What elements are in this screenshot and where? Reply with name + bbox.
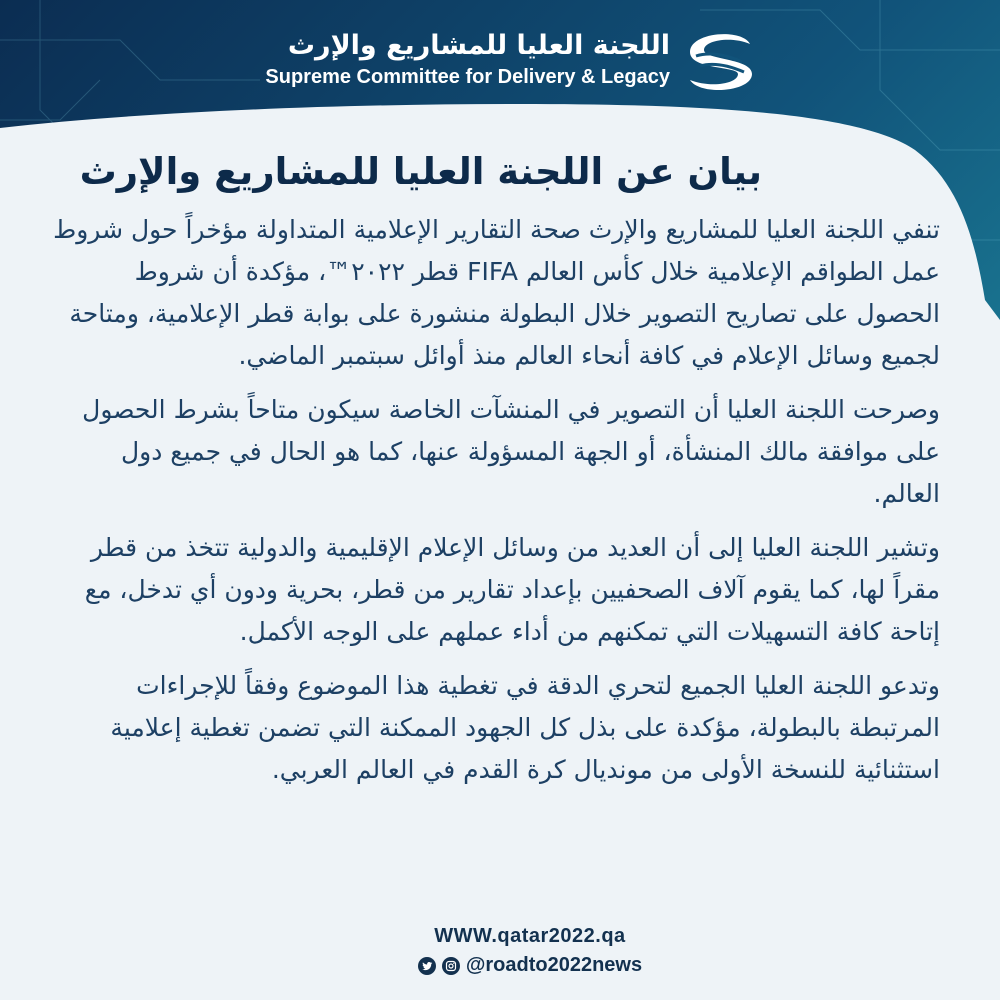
statement-paragraph-2: وصرحت اللجنة العليا أن التصوير في المنشآت الخاصة سيكون متاحاً بشرط الحصول على موافقة مالك المنشأة، أو الجهة المسؤولة عنها، كما هو الحال في جميع دول العالم.: [82, 395, 940, 508]
statement-paragraph-3: وتشير اللجنة العليا إلى أن العديد من وسائل الإعلام الإقليمية والدولية تتخذ من قطر مقراً لها، كما يقوم آلاف الصحفيين بإعداد تقارير من قطر، بحرية ودون أي تدخل، مع إتاحة كافة التسهيلات التي تمكنهم من أداء عملهم على الوجه الأكمل.: [84, 533, 940, 646]
statement-paragraph-4: وتدعو اللجنة العليا الجميع لتحري الدقة في تغطية هذا الموضوع وفقاً للإجراءات المرتبطة بالبطولة، مؤكدة على بذل كل الجهود الممكنة التي تضمن تغطية إعلامية استثنائية للنسخة الأولى من مونديال كرة القدم في العالم العربي.: [110, 671, 940, 784]
footer: [370, 925, 690, 977]
statement-content: [50, 150, 940, 803]
twitter-icon[interactable]: [418, 957, 436, 975]
header: [230, 20, 770, 100]
social-handle[interactable]: @roadto2022news: [465, 954, 643, 976]
sc-swirl-logo-icon: [682, 22, 760, 100]
instagram-icon[interactable]: [442, 957, 460, 975]
website-link[interactable]: WWW.qatar2022.qa: [434, 925, 626, 947]
social-row: [370, 954, 690, 977]
logo-arabic-text: اللجنة العليا للمشاريع والإرث: [287, 30, 670, 61]
statement-paragraph-1: تنفي اللجنة العليا للمشاريع والإرث صحة التقارير الإعلامية المتداولة مؤخراً حول شروط عمل الطواقم الإعلامية خلال كأس العالم FIFA قطر ٢٠٢٢™، مؤكدة أن شروط الحصول على تصاريح التصوير خلال البطولة منشورة على بوابة قطر الإعلامية، ومتاحة لجميع وسائل الإعلام في كافة أنحاء العالم منذ أوائل سبتمبر الماضي.: [53, 215, 940, 370]
logo-english-text: Supreme Committee for Delivery & Legacy: [265, 66, 670, 88]
page-title: بيان عن اللجنة العليا للمشاريع والإرث: [79, 150, 762, 193]
